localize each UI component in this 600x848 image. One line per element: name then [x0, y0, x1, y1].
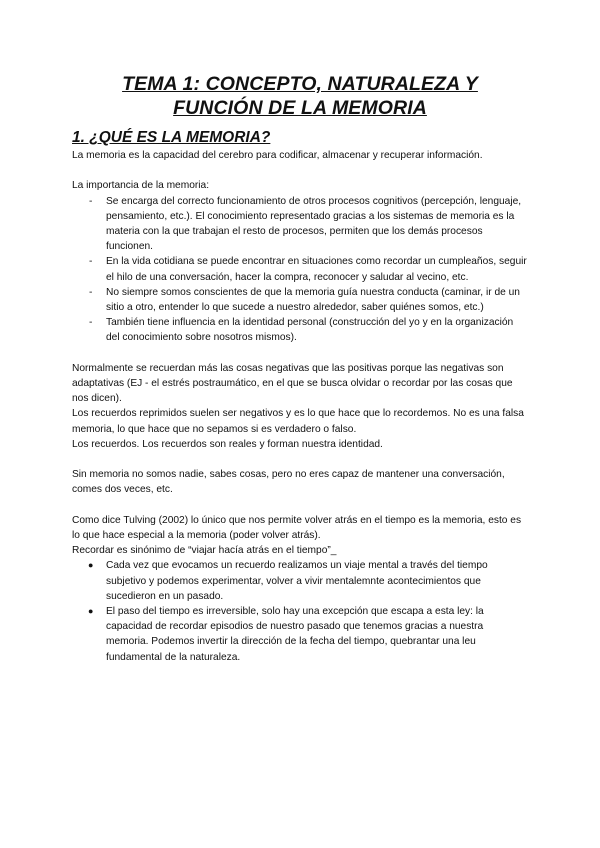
title-line-2: FUNCIÓN DE LA MEMORIA: [173, 97, 427, 119]
title-line-1: TEMA 1: CONCEPTO, NATURALEZA Y: [122, 73, 478, 95]
negative-memories-paragraph: Normalmente se recuerdan más las cosas negativas que las positivas porque las negativas son adaptativas (EJ - el estrés postraumático, en el que se busca olvidar o recordar por las cosas que nos dicen).: [72, 362, 513, 405]
dash-marker: -: [89, 256, 93, 268]
real-memories-paragraph: Los recuerdos. Los recuerdos son reales y forman nuestra identidad.: [72, 438, 383, 450]
list-item: ● Cada vez que evocamos un recuerdo realizamos un viaje mental a través del tiempo subjetivo y podemos experimentar, volver a vivir mentalemnte acontecimientos que sucedieron en un pasado.: [88, 560, 488, 602]
bullet-marker: ●: [88, 560, 94, 571]
list-item: - Se encarga del correcto funcionamiento de otros procesos cognitivos (percepción, lenguaje, pensamiento, etc.). El conocimiento representado gracias a los sistemas de memoria es la materia con la que trabajan el resto de procesos, permiten que los demás procesos funcionen.: [89, 195, 522, 253]
list-item: - En la vida cotidiana se puede encontrar en situaciones como recordar un cumpleaños, seguir el hilo de una conversación, hacer la compra, reconocer y saludar al vecino, etc.: [89, 256, 527, 283]
dash-marker: -: [89, 195, 93, 207]
bullet-marker: ●: [88, 606, 94, 617]
importance-list: [72, 194, 528, 346]
document-title: [72, 72, 528, 120]
tulving-paragraph: Como dice Tulving (2002) lo único que nos permite volver atrás en el tiempo es la memoria, esto es lo que hace especial a la memoria (poder volver atrás).: [72, 514, 522, 542]
definition-paragraph: La memoria es la capacidad del cerebro para codificar, almacenar y recuperar información.: [72, 150, 483, 161]
without-memory-paragraph: Sin memoria no somos nadie, sabes cosas, pero no eres capaz de mantener una conversación, comes dos veces, etc.: [72, 469, 505, 496]
importance-intro: La importancia de la memoria:: [72, 180, 210, 192]
synonym-paragraph: Recordar es sinónimo de “viajar hacía atrás en el tiempo”_: [72, 545, 337, 557]
list-item: - También tiene influencia en la identidad personal (construcción del yo y en la organización del conocimiento sobre nosotros mismos).: [89, 317, 514, 344]
dash-marker: -: [89, 317, 93, 329]
list-item: ● El paso del tiempo es irreversible, solo hay una excepción que escapa a esta ley: la capacidad de recordar episodios de nuestro pasado que tenemos gracias a nuestra memoria. Podemos invertir la dirección de la fecha del tiempo, quebrantar una leu fundamental de la naturaleza.: [88, 606, 484, 663]
time-travel-list: [72, 558, 528, 664]
section-heading: 1. ¿QUÉ ES LA MEMORIA?: [72, 129, 271, 146]
dash-marker: -: [89, 286, 93, 298]
repressed-memories-paragraph: Los recuerdos reprimidos suelen ser negativos y es lo que hace que lo recordemos. No es una falsa memoria, lo que hace que no sepamos si es verdadero o falso.: [72, 408, 524, 435]
list-item: - No siempre somos conscientes de que la memoria guía nuestra conducta (caminar, ir de un sitio a otro, entender lo que sucede a nuestro alrededor, saber quiénes somos, etc.): [89, 286, 520, 314]
